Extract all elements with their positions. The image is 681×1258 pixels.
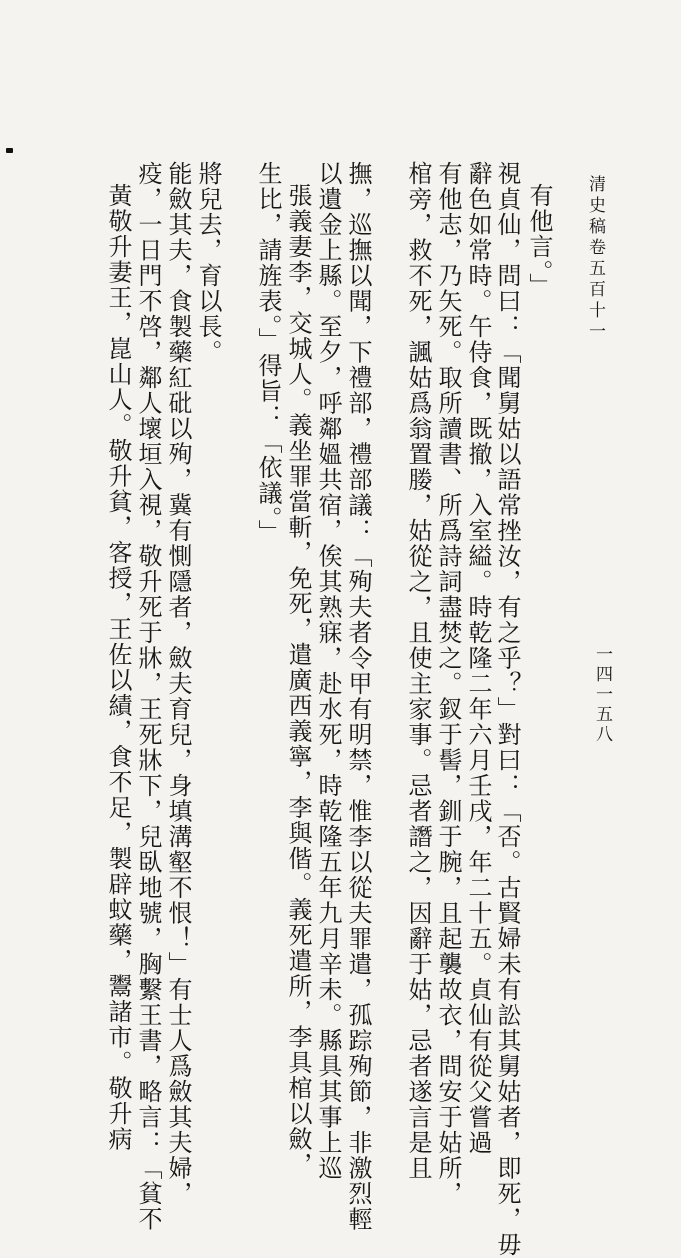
- text-column-3: 辭色如常時。午侍食，既撤，入室縊。時乾隆二年六月壬戌，年二十五。貞仙有從父嘗過: [464, 161, 492, 1156]
- margin-mark: [6, 148, 13, 153]
- text-column-2: 視貞仙，問曰：「聞舅姑以語常挫汝，有之乎？」對曰：「否。古賢婦未有訟其舅姑者，即死，毋: [493, 161, 521, 1258]
- text-column-11: 能斂其夫，食製藥紅砒以殉，冀有惻隱者，斂夫育兒，身填溝壑不恨！」有士人爲斂其夫婦，: [164, 161, 192, 1207]
- page-number: 一四一五八: [592, 645, 612, 745]
- text-column-13: 黃敬升妻王，崑山人。敬升貧，客授，王佐以績，食不足，製辟蚊藥，鬻諸市。敬升病: [104, 183, 132, 1152]
- text-column-4: 有他志，乃矢死。取所讀書、所爲詩詞盡焚之。釵于髻，釧于腕，且起襲故衣，問安于姑所，: [434, 161, 462, 1207]
- text-column-5: 棺旁，救不死，諷姑爲翁置媵，姑從之，且使主家事。忌者譖之，因辭于姑，忌者遂言是且: [404, 161, 432, 1181]
- text-column-6: 撫，巡撫以聞，下禮部，禮部議：「殉夫者令甲有明禁，惟李以從夫罪遣，孤踪殉節，非激烈輕: [344, 161, 372, 1232]
- text-column-7: 以遺金上縣。至夕，呼鄰媼共宿，俟其熟寐，赴水死，時乾隆五年九月辛未。縣具其事上巡: [314, 161, 342, 1181]
- text-column-8: 張義妻李，交城人。義坐罪當斬，免死，遣廣西義寧，李與偕。義死遣所，李具棺以斂，: [284, 183, 312, 1178]
- text-column-9: 生比，請旌表。」得旨：「依議。」: [254, 161, 282, 545]
- text-column-1: 有他言。」: [525, 183, 553, 299]
- text-column-10: 將兒去，育以長。: [194, 161, 222, 365]
- running-header-title: 清史稿卷五百十一: [585, 175, 605, 343]
- text-column-12: 疫，一日門不啓，鄰人壞垣入視，敬升死于牀，王死牀下，兒臥地號，胸繫王書，略言：「貧不: [134, 161, 162, 1232]
